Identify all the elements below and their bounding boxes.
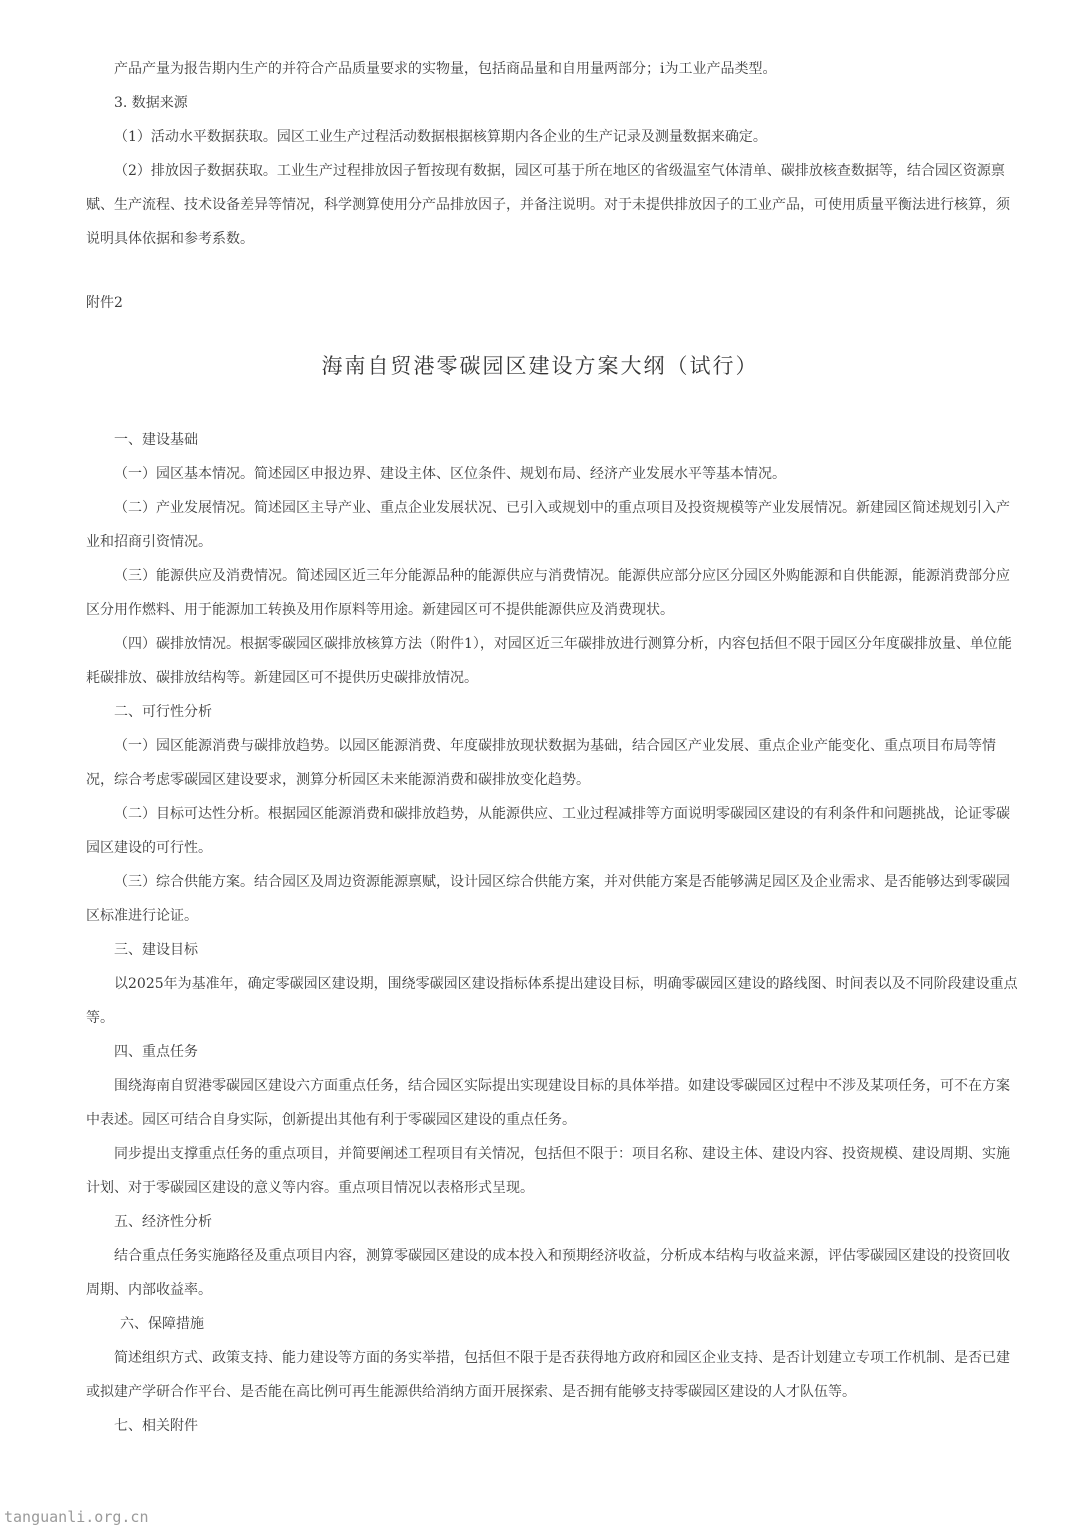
paragraph: 3. 数据来源 <box>114 95 188 111</box>
paragraph: 七、相关附件 <box>114 1418 198 1434</box>
paragraph: 五、经济性分析 <box>114 1214 212 1230</box>
paragraph: 六、保障措施 <box>120 1316 204 1332</box>
paragraph: （2）排放因子数据获取。工业生产过程排放因子暂按现有数据，园区可基于所在地区的省级温室气体清单、碳排放核查数据等，结合园区资源禀赋、生产流程、技术设备差异等情况，科学测算使用分产品排放因子，并备注说明。对于未提供排放因子的工业产品，可使用质量平衡法进行核算，须说明具体依据和参考系数。 <box>86 163 1010 247</box>
paragraph: （一）园区能源消费与碳排放趋势。以园区能源消费、年度碳排放现状数据为基础，结合园区产业发展、重点企业产能变化、重点项目布局等情况，综合考虑零碳园区建设要求，测算分析园区未来能源消费和碳排放变化趋势。 <box>86 738 996 788</box>
paragraph: 一、建设基础 <box>114 432 198 448</box>
paragraph: 同步提出支撑重点任务的重点项目，并简要阐述工程项目有关情况，包括但不限于：项目名称、建设主体、建设内容、投资规模、建设周期、实施计划、对于零碳园区建设的意义等内容。重点项目情况以表格形式呈现。 <box>86 1146 1010 1196</box>
paragraph: （二）目标可达性分析。根据园区能源消费和碳排放趋势，从能源供应、工业过程减排等方面说明零碳园区建设的有利条件和问题挑战，论证零碳园区建设的可行性。 <box>86 806 1010 856</box>
paragraph: 二、可行性分析 <box>114 704 212 720</box>
paragraph: （三）能源供应及消费情况。简述园区近三年分能源品种的能源供应与消费情况。能源供应部分应区分园区外购能源和自供能源，能源消费部分应区分用作燃料、用于能源加工转换及用作原料等用途。新建园区可不提供能源供应及消费现状。 <box>86 568 1010 618</box>
paragraph: 四、重点任务 <box>114 1044 198 1060</box>
paragraph: 产品产量为报告期内生产的并符合产品质量要求的实物量，包括商品量和自用量两部分；i为工业产品类型。 <box>114 61 777 77</box>
watermark-text: tanguanli.org.cn <box>4 1508 149 1526</box>
paragraph: （三）综合供能方案。结合园区及周边资源能源禀赋，设计园区综合供能方案，并对供能方案是否能够满足园区及企业需求、是否能够达到零碳园区标准进行论证。 <box>86 874 1010 924</box>
paragraph: 三、建设目标 <box>114 942 198 958</box>
paragraph: （一）园区基本情况。简述园区申报边界、建设主体、区位条件、规划布局、经济产业发展水平等基本情况。 <box>114 466 786 482</box>
paragraph: 以2025年为基准年，确定零碳园区建设期，围绕零碳园区建设指标体系提出建设目标，明确零碳园区建设的路线图、时间表以及不同阶段建设重点等。 <box>86 976 1018 1026</box>
paragraph: （二）产业发展情况。简述园区主导产业、重点企业发展状况、已引入或规划中的重点项目及投资规模等产业发展情况。新建园区简述规划引入产业和招商引资情况。 <box>86 500 1010 550</box>
paragraph: （1）活动水平数据获取。园区工业生产过程活动数据根据核算期内各企业的生产记录及测量数据来确定。 <box>114 129 767 145</box>
document-title: 海南自贸港零碳园区建设方案大纲（试行） <box>321 354 759 378</box>
continued-section <box>86 52 1022 256</box>
paragraph: 结合重点任务实施路径及重点项目内容，测算零碳园区建设的成本投入和预期经济收益，分析成本结构与收益来源，评估零碳园区建设的投资回收周期、内部收益率。 <box>86 1248 1010 1298</box>
paragraph: （四）碳排放情况。根据零碳园区碳排放核算方法（附件1），对园区近三年碳排放进行测算分析，内容包括但不限于园区分年度碳排放量、单位能耗碳排放、碳排放结构等。新建园区可不提供历史碳排放情况。 <box>86 636 1012 686</box>
paragraph: 围绕海南自贸港零碳园区建设六方面重点任务，结合园区实际提出实现建设目标的具体举措。如建设零碳园区过程中不涉及某项任务，可不在方案中表述。园区可结合自身实际，创新提出其他有利于零碳园区建设的重点任务。 <box>86 1078 1010 1128</box>
attachment-label: 附件2 <box>86 295 123 311</box>
paragraph: 简述组织方式、政策支持、能力建设等方面的务实举措，包括但不限于是否获得地方政府和园区企业支持、是否计划建立专项工作机制、是否已建或拟建产学研合作平台、是否能在高比例可再生能源供给消纳方面开展探索、是否拥有能够支持零碳园区建设的人才队伍等。 <box>86 1350 1010 1400</box>
outline-body <box>86 423 1022 1443</box>
